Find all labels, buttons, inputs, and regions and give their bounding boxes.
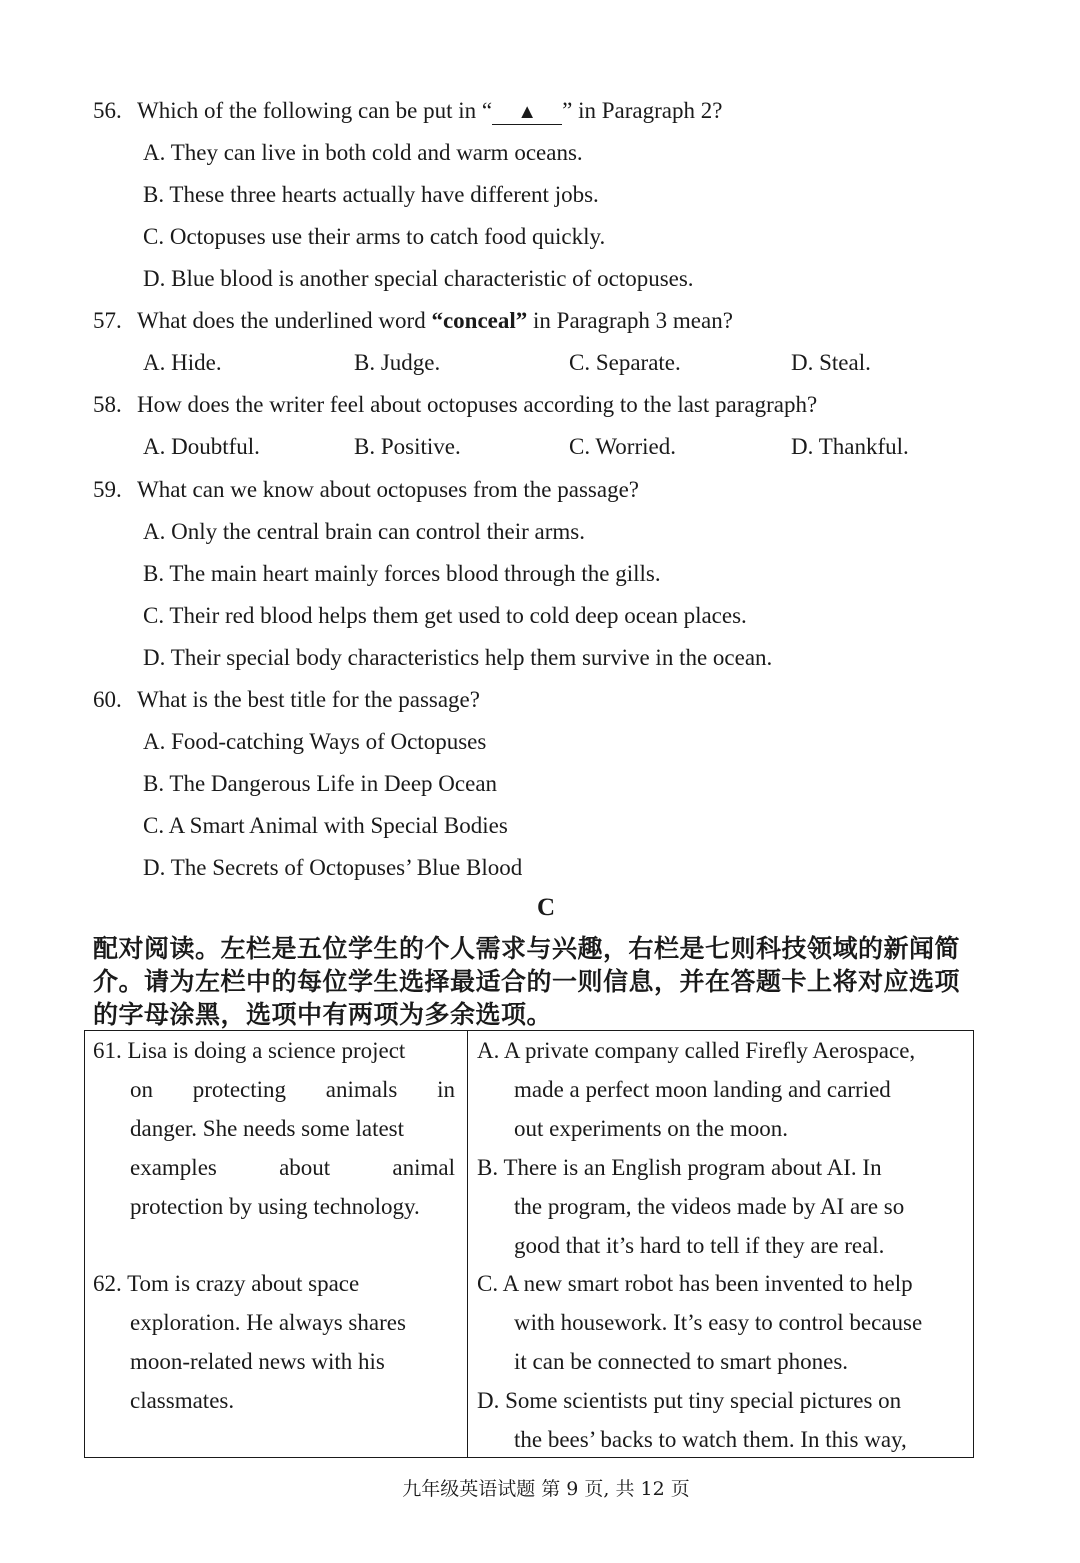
option-56-b: B. These three hearts actually have different jobs. — [143, 182, 599, 207]
student-61 — [93, 1031, 455, 1226]
option-57-d: D. Steal. — [791, 350, 871, 375]
student-line: danger. She needs some latest — [130, 1116, 405, 1141]
option-59-a: A. Only the central brain can control their arms. — [143, 519, 585, 544]
option-56-d: D. Blue blood is another special characteristic of octopuses. — [143, 266, 694, 291]
news-c — [477, 1264, 965, 1381]
question-text: What does the underlined word — [137, 308, 432, 333]
student-line: on protecting animals in — [130, 1077, 455, 1102]
question-text-end: in Paragraph 3 mean? — [527, 308, 733, 333]
news-a — [477, 1031, 965, 1148]
student-62 — [93, 1264, 455, 1420]
option-57-b: B. Judge. — [354, 350, 441, 375]
instructions-line-2: 介。请为左栏中的每位学生选择最适合的一则信息，并在答题卡上将对应选项 — [93, 967, 961, 996]
option-57-a: A. Hide. — [143, 350, 222, 375]
question-59 — [93, 475, 639, 505]
news-text: There is an English program about AI. In — [503, 1155, 882, 1180]
option-60-a: A. Food-catching Ways of Octopuses — [143, 729, 487, 754]
news-line — [477, 1031, 965, 1070]
page-footer: 九年级英语试题 第 9 页, 共 12 页 — [402, 1478, 690, 1500]
news-line: out experiments on the moon. — [514, 1116, 789, 1141]
student-line: moon-related news with his — [130, 1349, 385, 1374]
section-heading: C — [536, 894, 556, 921]
triangle-icon: ▲ — [517, 101, 538, 123]
news-d — [477, 1381, 965, 1459]
news-line — [477, 1264, 965, 1303]
news-line — [477, 1148, 965, 1187]
instructions-line-3: 的字母涂黑，选项中有两项为多余选项。 — [93, 1000, 553, 1029]
news-letter: D. — [477, 1388, 500, 1413]
news-line: it can be connected to smart phones. — [514, 1349, 849, 1374]
option-56-a: A. They can live in both cold and warm oceans. — [143, 140, 583, 165]
news-line: made a perfect moon landing and carried — [514, 1077, 891, 1102]
question-number: 58. — [93, 392, 122, 417]
option-58-b: B. Positive. — [354, 434, 461, 459]
news-text: Some scientists put tiny special pictures on — [505, 1388, 902, 1413]
option-57-c: C. Separate. — [569, 350, 681, 375]
news-text: A private company called Firefly Aerospace, — [503, 1038, 916, 1063]
option-60-b: B. The Dangerous Life in Deep Ocean — [143, 771, 498, 796]
option-58-d: D. Thankful. — [791, 434, 909, 459]
question-text: How does the writer feel about octopuses according to the last paragraph? — [137, 392, 818, 417]
question-text: What can we know about octopuses from the passage? — [137, 477, 640, 502]
news-letter: A. — [477, 1038, 500, 1063]
student-line: exploration. He always shares — [130, 1310, 406, 1335]
student-line: protection by using technology. — [130, 1194, 420, 1219]
news-letter: B. — [477, 1155, 499, 1180]
question-58 — [93, 390, 817, 420]
option-59-c: C. Their red blood helps them get used to cold deep ocean places. — [143, 603, 747, 628]
news-line: the bees’ backs to watch them. In this way, — [514, 1427, 907, 1452]
student-line: examples about animal — [130, 1155, 455, 1180]
question-57 — [93, 306, 733, 336]
option-56-c: C. Octopuses use their arms to catch food quickly. — [143, 224, 606, 249]
news-line: the program, the videos made by AI are so — [514, 1194, 905, 1219]
question-text: What is the best title for the passage? — [137, 687, 480, 712]
student-text: Lisa is doing a science project — [127, 1038, 406, 1063]
news-line: with housework. It’s easy to control because — [514, 1310, 923, 1335]
instructions-line-1: 配对阅读。左栏是五位学生的个人需求与兴趣，右栏是七则科技领域的新闻简 — [93, 934, 961, 963]
question-number: 57. — [93, 308, 122, 333]
news-b — [477, 1148, 965, 1265]
news-line: good that it’s hard to tell if they are real. — [514, 1233, 885, 1258]
option-59-b: B. The main heart mainly forces blood through the gills. — [143, 561, 661, 586]
option-59-d: D. Their special body characteristics help them survive in the ocean. — [143, 645, 773, 670]
news-line — [477, 1381, 965, 1420]
student-text: Tom is crazy about space — [127, 1271, 360, 1296]
question-60 — [93, 685, 480, 715]
keyword-conceal: “conceal” — [431, 308, 528, 333]
question-number: 56. — [93, 98, 122, 123]
option-60-c: C. A Smart Animal with Special Bodies — [143, 813, 508, 838]
question-number: 60. — [93, 687, 122, 712]
option-60-d: D. The Secrets of Octopuses’ Blue Blood — [143, 855, 523, 880]
question-text: Which of the following can be put in “ — [137, 98, 493, 123]
matching-table — [84, 1030, 974, 1458]
student-line — [93, 1264, 455, 1303]
news-letter: C. — [477, 1271, 499, 1296]
answer-blank — [492, 99, 562, 125]
question-number: 59. — [93, 477, 122, 502]
news-text: A new smart robot has been invented to help — [502, 1271, 913, 1296]
column-divider — [467, 1031, 468, 1457]
option-58-a: A. Doubtful. — [143, 434, 260, 459]
question-text-end: ” in Paragraph 2? — [562, 98, 723, 123]
student-number: 62. — [93, 1271, 122, 1296]
student-line — [93, 1031, 455, 1070]
option-58-c: C. Worried. — [569, 434, 676, 459]
student-line: classmates. — [130, 1388, 235, 1413]
question-56 — [93, 96, 722, 126]
student-number: 61. — [93, 1038, 122, 1063]
